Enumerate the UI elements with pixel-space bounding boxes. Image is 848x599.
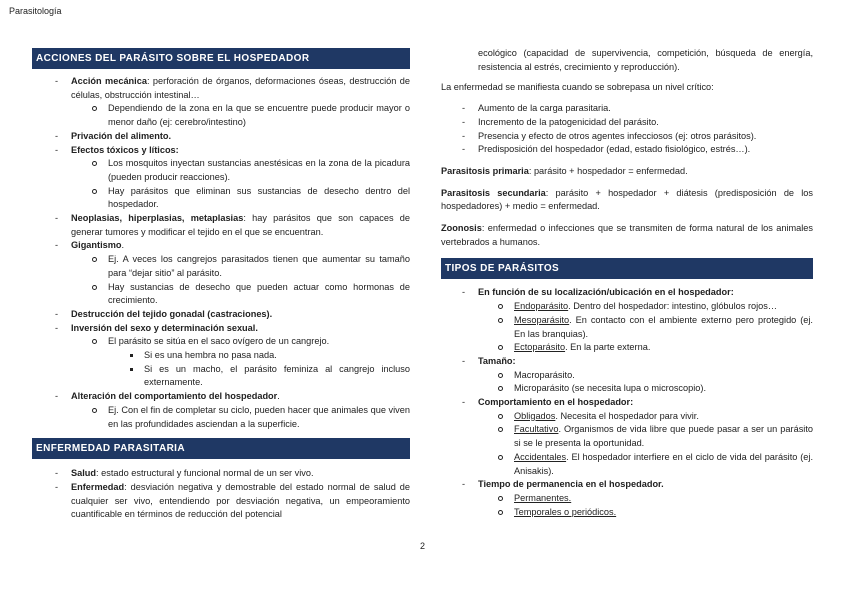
acciones-list — [32, 75, 410, 431]
definition: . — [121, 240, 125, 251]
term: Comportamiento en el hospedador: — [478, 397, 634, 408]
section-title-enfermedad: ENFERMEDAD PARASITARIA — [32, 438, 410, 459]
list-item — [441, 478, 813, 492]
term: En función de su localización/ubicación en el hospedador: — [478, 287, 734, 298]
section-title-tipos: TIPOS DE PARÁSITOS — [441, 258, 813, 279]
term: Enfermedad — [71, 481, 125, 492]
term: Acción mecánica — [71, 76, 147, 86]
list-item: Si es un macho, el parásito feminiza al cangrejo incluso externamente. — [32, 363, 410, 390]
right-column — [441, 47, 813, 519]
definition: : perforación de órganos, deformaciones óseas, destrucción de células, obstrucción intestinal… — [71, 76, 410, 100]
list-item — [441, 423, 813, 450]
enfermedad-list — [32, 467, 410, 522]
list-item — [32, 239, 410, 253]
list-item: - Aumento de la carga parasitaria. — [441, 102, 813, 116]
list-item — [32, 75, 410, 102]
list-item — [441, 492, 813, 506]
term: Parasitosis secundaria — [441, 187, 546, 198]
list-item: Ej. Con el fin de completar su ciclo, pueden hacer que animales que viven en las profundidades asciendan a la superficie. — [32, 404, 410, 431]
list-item: Los mosquitos inyectan sustancias anestésicas en la zona de la picadura (pueden producir reacciones). — [32, 157, 410, 184]
left-column — [32, 48, 410, 522]
definition: . — [277, 391, 280, 402]
term: Destrucción del tejido gonadal (castraciones). — [71, 308, 273, 319]
term: Gigantismo — [71, 240, 122, 251]
zoonosis — [441, 222, 813, 249]
term: Zoonosis — [441, 223, 482, 234]
list-item — [441, 506, 813, 520]
list-item: El parásito se sitúa en el saco ovígero de un cangrejo. — [32, 335, 410, 349]
list-item — [32, 481, 410, 522]
list-item — [32, 322, 410, 336]
list-item: Dependiendo de la zona en la que se encuentre puede producir mayor o menor daño (ej: cerebro/intestino) — [32, 102, 410, 129]
term: Facultativo — [514, 424, 559, 435]
definition: . En la parte externa. — [565, 342, 651, 353]
definition: . El hospedador interfiere en el ciclo de vida del parásito (ej. Anisakis). — [514, 451, 813, 476]
term: Ectoparásito — [514, 342, 566, 353]
list-item — [32, 390, 410, 404]
list-item — [441, 355, 813, 369]
term: Salud — [71, 468, 97, 479]
list-item — [32, 212, 410, 239]
manifiesta-text: La enfermedad se manifiesta cuando se sobrepasa un nivel crítico: — [441, 82, 714, 93]
list-item — [441, 451, 813, 478]
list-item: Microparásito (se necesita lupa o microscopio). — [441, 382, 813, 396]
parasitosis-primaria — [441, 165, 813, 179]
term: Endoparásito — [514, 301, 569, 312]
term: Neoplasias, hiperplasias, metaplasias — [71, 213, 244, 224]
definition: . Organismos de vida libre que puede pasar a ser un parásito si se le presenta la oportunidad. — [514, 424, 813, 449]
definition: . En contacto con el ambiente externo pero protegido (ej. En las branquias). — [514, 314, 813, 339]
list-item — [32, 467, 410, 481]
term: Tamaño: — [478, 355, 516, 366]
definition: : enfermedad o infecciones que se transmiten de forma natural de los animales vertebrados a humanos. — [441, 223, 813, 247]
tipos-list — [441, 286, 813, 519]
definition: : parásito + hospedador + diátesis (predisposición de los hospedadores) + medio = enfermedad. — [441, 187, 814, 212]
definition: : hay parásitos que son capaces de generar tumores y modificar el tejido en el que se encuentran. — [71, 213, 410, 237]
list-item — [441, 286, 813, 300]
list-item — [441, 314, 813, 341]
term: Tiempo de permanencia en el hospedador. — [478, 479, 664, 490]
list-item — [441, 341, 813, 355]
definition: : parásito + hospedador = enfermedad. — [528, 165, 688, 176]
list-item: Ej. A veces los cangrejos parasitados tienen que aumentar su tamaño para “dejar sitio” al parásito. — [32, 253, 410, 280]
term: Mesoparásito — [514, 314, 570, 325]
term: Temporales o periódicos. — [514, 506, 617, 517]
list-item: Hay parásitos que eliminan sus sustancias de desecho dentro del hospedador. — [32, 185, 410, 212]
definition: . Necesita el hospedador para vivir. — [555, 410, 699, 421]
list-item: Si es una hembra no pasa nada. — [32, 349, 410, 363]
term: Efectos tóxicos y líticos: — [71, 144, 179, 155]
list-item — [32, 130, 410, 144]
list-item — [441, 410, 813, 424]
list-item: Hay sustancias de desecho que pueden actuar como hormonas de crecimiento. — [32, 281, 410, 308]
section-title-acciones: ACCIONES DEL PARÁSITO SOBRE EL HOSPEDADOR — [32, 48, 410, 69]
list-item — [32, 144, 410, 158]
definition: . Dentro del hospedador: intestino, glóbulos rojos… — [568, 301, 778, 312]
list-item — [32, 308, 410, 322]
term: Privación del alimento. — [71, 130, 172, 141]
parasitosis-secundaria — [441, 187, 813, 214]
list-item — [441, 396, 813, 410]
list-item: Macroparásito. — [441, 369, 813, 383]
term: Obligados — [514, 410, 556, 421]
page-header: Parasitología — [9, 6, 62, 16]
term: Permanentes. — [514, 492, 572, 503]
term: Parasitosis primaria — [441, 165, 529, 176]
term: Alteración del comportamiento del hospedador — [71, 391, 278, 402]
term: Accidentales — [514, 451, 567, 462]
list-item: - Incremento de la patogenicidad del parásito. — [441, 116, 813, 130]
list-item: - Predisposición del hospedador (edad, estado fisiológico, estrés…). — [441, 143, 813, 157]
definition: : estado estructural y funcional normal de un ser vivo. — [96, 468, 314, 479]
enfermedad-continuation: ecológico (capacidad de supervivencia, competición, búsqueda de energía, resistencia al estrés, crecimiento y reproducción). — [478, 48, 813, 72]
definition: : desviación negativa y demostrable del estado normal de salud de cualquier ser vivo, entendiendo por desviación negativa, un empeoramiento cuantificable en términos de reducción del potencial — [71, 481, 410, 520]
page-number: 2 — [420, 541, 426, 551]
list-item: - Presencia y efecto de otros agentes infecciosos (ej: otros parásitos). — [441, 130, 813, 144]
term: Inversión del sexo y determinación sexual. — [71, 322, 258, 333]
criteria-list — [441, 102, 813, 157]
list-item — [441, 300, 813, 314]
